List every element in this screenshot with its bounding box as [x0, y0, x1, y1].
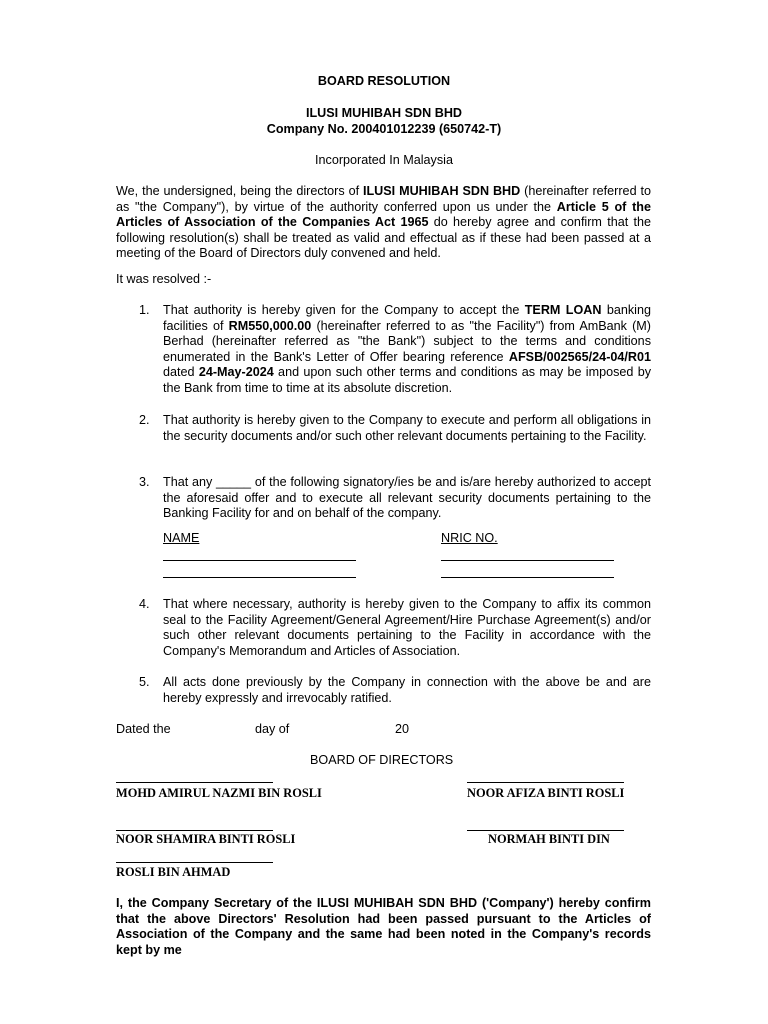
item-number-5: 5. [139, 675, 150, 689]
incorporation-line: Incorporated In Malaysia [315, 153, 453, 167]
resolution-item-4: That where necessary, authority is hereby given to the Company to affix its common seal to the Facility Agreement/General Agreement/Hire Purchase Agreement(s) and/or such other relevant documents pertaining to the Facility in accordance with the Company's Memorandum and Articles of Association. [163, 597, 651, 658]
dated-the-label: Dated the [116, 722, 171, 736]
year-label: 20 [395, 722, 410, 736]
director-name-3: NOOR SHAMIRA BINTI ROSLI [116, 832, 296, 846]
board-of-directors-heading: BOARD OF DIRECTORS [310, 753, 454, 767]
item-number-2: 2. [139, 413, 150, 427]
director-name-5: ROSLI BIN AHMAD [116, 865, 231, 879]
resolution-item-5: All acts done previously by the Company in connection with the above be and are hereby expressly and irrevocably ratified. [163, 675, 651, 705]
document-title: BOARD RESOLUTION [317, 74, 451, 88]
company-number: Company No. 200401012239 (650742-T) [266, 122, 502, 136]
name-column-header: NAME [163, 531, 200, 545]
resolution-item-1: That authority is hereby given for the Company to accept the TERM LOAN banking facilities of RM550,000.00 (hereinafter referred to as "the Facility") from AmBank (M) Berhad (hereinafter referred as "the Bank") subject to the terms and conditions enumerated in the Bank's Letter of Offer bearing reference AFSB/002565/24-04/R01 dated 24-May-2024 and upon such other terms and conditions as may be imposed by the Bank from time to time at its absolute discretion. [163, 303, 652, 395]
secretary-confirmation: I, the Company Secretary of the ILUSI MUHIBAH SDN BHD ('Company') hereby confirm that the above Directors' Resolution had been passed pursuant to the Articles of Association of the Company and the same had been noted in the Company's records kept by me [116, 896, 651, 957]
item-number-3: 3. [139, 475, 150, 489]
nric-column-header: NRIC NO. [441, 531, 498, 545]
director-signature-line-3 [116, 830, 273, 831]
signatory-name-line-2 [163, 577, 356, 578]
resolved-label: It was resolved :- [116, 272, 212, 286]
item-number-1: 1. [139, 303, 150, 317]
director-name-4: NORMAH BINTI DIN [488, 832, 610, 846]
signatory-nric-line-2 [441, 577, 614, 578]
day-of-label: day of [255, 722, 290, 736]
intro-paragraph: We, the undersigned, being the directors of ILUSI MUHIBAH SDN BHD (hereinafter referred to as "the Company"), by virtue of the authority conferred upon us under the Article 5 of the Articles of Association of the Companies Act 1965 do hereby agree and confirm that the following resolution(s) shall be treated as valid and effectual as if these had been passed at a meeting of the Board of Directors duly convened and held. [116, 184, 651, 261]
signatory-nric-line-1 [441, 560, 614, 561]
company-name: ILUSI MUHIBAH SDN BHD [305, 106, 463, 120]
item-number-4: 4. [139, 597, 150, 611]
resolution-item-2: That authority is hereby given to the Company to execute and perform all obligations in the security documents and/or such other relevant documents pertaining to the Facility. [163, 413, 651, 443]
director-signature-line-4 [467, 830, 624, 831]
director-signature-line-5 [116, 862, 273, 863]
signatory-name-line-1 [163, 560, 356, 561]
director-name-2: NOOR AFIZA BINTI ROSLI [467, 786, 625, 800]
director-signature-line-2 [467, 782, 624, 783]
director-signature-line-1 [116, 782, 273, 783]
director-name-1: MOHD AMIRUL NAZMI BIN ROSLI [116, 786, 322, 800]
resolution-item-3: That any _____ of the following signatory/ies be and is/are hereby authorized to accept the aforesaid offer and to execute all relevant security documents pertaining to the Banking Facility for and on behalf of the company. [163, 475, 651, 521]
